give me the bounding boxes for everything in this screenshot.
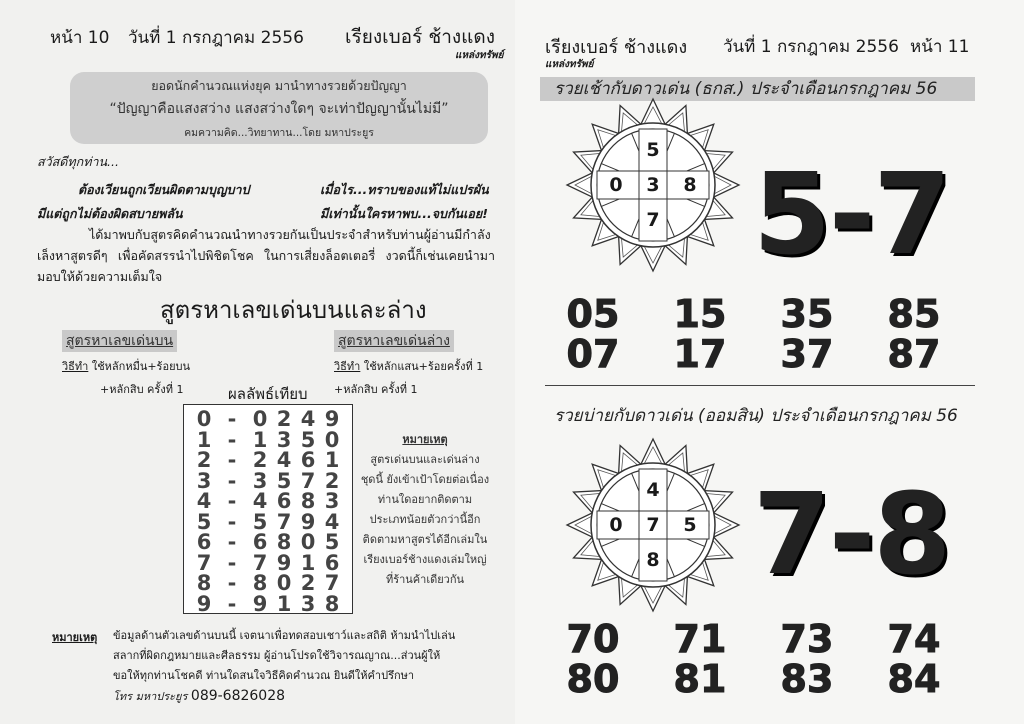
lucky-number: 74 bbox=[887, 617, 941, 661]
table-cell: - bbox=[227, 448, 237, 472]
lucky-number: 05 bbox=[566, 292, 620, 336]
lower-formula-title: สูตรหาเลขเด่นล่าง bbox=[334, 330, 454, 352]
upper-method bbox=[62, 357, 190, 375]
page-number: หน้า 10 bbox=[50, 28, 110, 48]
table-row bbox=[192, 509, 352, 534]
lower-method-2: +หลักสิบ ครั้งที่ 1 bbox=[334, 383, 418, 396]
footer-note bbox=[113, 626, 455, 707]
table-cell: 0 bbox=[324, 427, 340, 452]
table-cell: 6 bbox=[300, 448, 316, 472]
table-cell: 8 bbox=[252, 571, 268, 595]
footer-line: ขอให้ทุกท่านโชคดี ท่านใดสนใจวิธีคิดคำนวณ ยินดีให้คำปรึกษา bbox=[113, 669, 415, 682]
table-cell: 1 bbox=[196, 427, 212, 452]
table-cell: 3 bbox=[252, 468, 268, 493]
featured-pair: 5-7 bbox=[753, 150, 950, 280]
poem-line-4: มีเท่านั้นใครหาพบ...จบกันเอย! bbox=[320, 206, 488, 221]
table-cell: 2 bbox=[252, 448, 268, 472]
lotus-center-digit: 3 bbox=[646, 174, 660, 196]
table-cell: 4 bbox=[276, 448, 292, 472]
table-cell: 2 bbox=[324, 468, 340, 493]
table-cell: 9 bbox=[324, 407, 340, 431]
table-cell: 1 bbox=[252, 427, 268, 452]
table-cell: 0 bbox=[196, 407, 212, 431]
intro-paragraph: ได้มาพบกับสูตรคิดคำนวณนำทางรวยกันเป็นประจำสำหรับท่านผู้อ่านมีกำลังเล็งหาสูตรดีๆ เพื่อคัดสรรนำไปพิชิตโชค ในการเสี่ยงล็อตเตอรี่ งวดนี้ก็เช่นเคยนำมามอบให้ด้วยความเต็มใจ bbox=[37, 227, 495, 284]
table-row bbox=[192, 409, 352, 430]
side-note-line: เรียงเบอร์ช้างแดงเล่มใหญ่ bbox=[363, 553, 487, 566]
lucky-number: 87 bbox=[887, 332, 941, 376]
table-cell: 8 bbox=[276, 530, 292, 554]
table-cell: 6 bbox=[196, 530, 212, 554]
lotus-bottom-digit: 7 bbox=[646, 209, 660, 231]
banner-line-1: ยอดนักคำนวณแห่งยุค มานำทางรวยด้วยปัญญา bbox=[151, 78, 407, 93]
lotus-left-digit: 0 bbox=[609, 174, 623, 196]
lotus-center-digit: 7 bbox=[646, 514, 660, 536]
side-note-line: ชุดนี้ ยังเข้าเป้าโดยต่อเนื่อง bbox=[360, 473, 490, 486]
issue-date: วันที่ 1 กรกฎาคม 2556 bbox=[723, 37, 899, 57]
upper-formula-title: สูตรหาเลขเด่นบน bbox=[62, 330, 177, 352]
table-cell: 5 bbox=[300, 427, 316, 452]
method-text: ใช้หลักหมื่น+ร้อยบน bbox=[91, 360, 191, 373]
side-note-title: หมายเหตุ bbox=[402, 433, 448, 446]
table-cell: 6 bbox=[252, 530, 268, 554]
lotus-diagram bbox=[563, 435, 743, 615]
right-page bbox=[515, 0, 1024, 724]
table-cell: 5 bbox=[324, 530, 340, 554]
table-cell: 7 bbox=[196, 550, 212, 575]
table-cell: 5 bbox=[252, 509, 268, 534]
table-cell: 2 bbox=[276, 407, 292, 431]
brand-subtitle: แหล่งทรัพย์ bbox=[455, 50, 504, 61]
table-cell: 0 bbox=[252, 407, 268, 431]
table-cell: 9 bbox=[300, 509, 316, 534]
table-cell: 0 bbox=[300, 530, 316, 554]
table-cell: 1 bbox=[324, 448, 340, 472]
morning-section-title: รวยเช้ากับดาวเด่น (ธกส.) ประจำเดือนกรกฎาคม 56 bbox=[540, 77, 975, 101]
lower-method bbox=[334, 357, 483, 375]
table-row bbox=[192, 550, 352, 575]
side-note-line: ที่ร้านค้าเดียวกัน bbox=[385, 573, 465, 586]
lucky-number: 37 bbox=[780, 332, 834, 376]
lucky-number: 81 bbox=[673, 657, 727, 701]
table-cell: 1 bbox=[276, 591, 292, 616]
side-note-line: ติดตามหาสูตรได้อีกเล่มใน bbox=[362, 533, 488, 546]
table-cell: 5 bbox=[196, 509, 212, 534]
table-row bbox=[192, 427, 352, 452]
upper-method-2: +หลักสิบ ครั้งที่ 1 bbox=[100, 383, 184, 396]
lucky-number: 35 bbox=[780, 292, 834, 336]
table-title: ผลลัพธ์เทียบ bbox=[228, 385, 308, 403]
poem-line-3: มีแต่ถูกไม่ต้องผิดสบายพลัน bbox=[37, 206, 183, 221]
lucky-number: 84 bbox=[887, 657, 941, 701]
table-cell: - bbox=[227, 550, 237, 575]
table-cell: - bbox=[227, 530, 237, 554]
formula-title: สูตรหาเลขเด่นบนและล่าง bbox=[160, 296, 427, 324]
table-cell: - bbox=[227, 489, 237, 513]
afternoon-section-title: รวยบ่ายกับดาวเด่น (ออมสิน) ประจำเดือนกรกฎาคม 56 bbox=[554, 406, 958, 426]
table-cell: 3 bbox=[324, 489, 340, 513]
table-cell: 4 bbox=[196, 489, 212, 513]
lotus-diagram bbox=[563, 95, 743, 275]
table-cell: 2 bbox=[196, 448, 212, 472]
lucky-number: 71 bbox=[673, 617, 727, 661]
poem-line-2: เมื่อไร...ทราบของแท้ไม่แปรผัน bbox=[320, 182, 489, 197]
table-row bbox=[192, 532, 352, 553]
table-row bbox=[192, 468, 352, 493]
greeting: สวัสดีทุกท่าน... bbox=[37, 154, 119, 169]
lucky-number: 85 bbox=[887, 292, 941, 336]
side-note-line: ประเภทน้อยตัวกว่านี้อีก bbox=[369, 513, 481, 526]
table-cell: 7 bbox=[300, 468, 316, 493]
method-label: วิธีทำ bbox=[62, 360, 89, 373]
table-cell: 4 bbox=[300, 407, 316, 431]
poem-line-1: ต้องเวียนถูกเวียนผิดตามบุญบาป bbox=[78, 182, 250, 197]
lucky-number: 73 bbox=[780, 617, 834, 661]
table-cell: 9 bbox=[252, 591, 268, 616]
footer-line: ข้อมูลด้านตัวเลขด้านบนนี้ เจตนาเพื่อทดสอบเชาว์และสถิติ ห้ามนำไปเล่น bbox=[113, 629, 456, 642]
table-row bbox=[192, 591, 352, 616]
table-cell: 7 bbox=[276, 509, 292, 534]
lucky-number: 80 bbox=[566, 657, 620, 701]
banner-quote: “ปัญญาคือแสงสว่าง แสงสว่างใดๆ จะเท่าปัญญานั้นไม่มี” bbox=[109, 101, 449, 117]
lotus-right-digit: 8 bbox=[683, 174, 697, 196]
table-cell: - bbox=[227, 509, 237, 534]
table-cell: 3 bbox=[300, 591, 316, 616]
brand-subtitle: แหล่งทรัพย์ bbox=[545, 59, 594, 70]
table-cell: 4 bbox=[252, 489, 268, 513]
featured-pair: 7-8 bbox=[753, 470, 950, 600]
table-row bbox=[192, 573, 352, 594]
table-cell: 7 bbox=[252, 550, 268, 575]
table-cell: - bbox=[227, 427, 237, 452]
lucky-number: 70 bbox=[566, 617, 620, 661]
result-table bbox=[183, 404, 353, 614]
table-cell: 3 bbox=[196, 468, 212, 493]
table-cell: 5 bbox=[276, 468, 292, 493]
table-cell: 1 bbox=[300, 550, 316, 575]
table-cell: 3 bbox=[276, 427, 292, 452]
method-label: วิธีทำ bbox=[334, 360, 361, 373]
table-cell: 7 bbox=[324, 571, 340, 595]
table-cell: 9 bbox=[276, 550, 292, 575]
table-cell: - bbox=[227, 468, 237, 493]
lotus-top-digit: 5 bbox=[646, 139, 660, 161]
footer-line: สลากที่ผิดกฎหมายและศีลธรรม ผู้อ่านโปรดใช้วิจารณญาณ...ส่วนผู้ให้ bbox=[113, 649, 441, 662]
table-cell: 6 bbox=[324, 550, 340, 575]
table-cell: - bbox=[227, 591, 237, 616]
table-cell: 8 bbox=[324, 591, 340, 616]
footer-label: หมายเหตุ bbox=[52, 631, 98, 644]
method-text: ใช้หลักแสน+ร้อยครั้งที่ 1 bbox=[363, 360, 484, 373]
side-note-line: ท่านใดอยากติดตาม bbox=[377, 493, 473, 506]
brand-title: เรียงเบอร์ ช้างแดง bbox=[345, 26, 496, 48]
lucky-number: 83 bbox=[780, 657, 834, 701]
quote-banner bbox=[70, 72, 488, 144]
table-cell: 4 bbox=[324, 509, 340, 534]
lotus-top-digit: 4 bbox=[646, 479, 660, 501]
phone-number: 089-6826028 bbox=[190, 688, 286, 704]
table-cell: 9 bbox=[196, 591, 212, 616]
issue-date: วันที่ 1 กรกฎาคม 2556 bbox=[128, 28, 304, 48]
table-row bbox=[192, 450, 352, 471]
side-note-line: สูตรเด่นบนและเด่นล่าง bbox=[370, 453, 480, 466]
side-note bbox=[360, 430, 490, 590]
table-cell: 0 bbox=[276, 571, 292, 595]
lucky-number: 15 bbox=[673, 292, 727, 336]
contact-label: โทร มหาประยูร bbox=[113, 690, 188, 703]
lotus-right-digit: 5 bbox=[683, 514, 697, 536]
brand-title: เรียงเบอร์ ช้างแดง bbox=[545, 37, 688, 58]
lotus-left-digit: 0 bbox=[609, 514, 623, 536]
table-cell: - bbox=[227, 407, 237, 431]
table-cell: 2 bbox=[300, 571, 316, 595]
page-number: หน้า 11 bbox=[910, 37, 970, 57]
table-cell: - bbox=[227, 571, 237, 595]
table-cell: 6 bbox=[276, 489, 292, 513]
lucky-number: 07 bbox=[566, 332, 620, 376]
table-cell: 8 bbox=[196, 571, 212, 595]
table-row bbox=[192, 491, 352, 512]
lotus-bottom-digit: 8 bbox=[646, 549, 660, 571]
lucky-number: 17 bbox=[673, 332, 727, 376]
section-divider bbox=[545, 385, 975, 386]
banner-byline: คมความคิด...วิทยาทาน...โดย มหาประยูร bbox=[184, 127, 374, 139]
table-cell: 8 bbox=[300, 489, 316, 513]
